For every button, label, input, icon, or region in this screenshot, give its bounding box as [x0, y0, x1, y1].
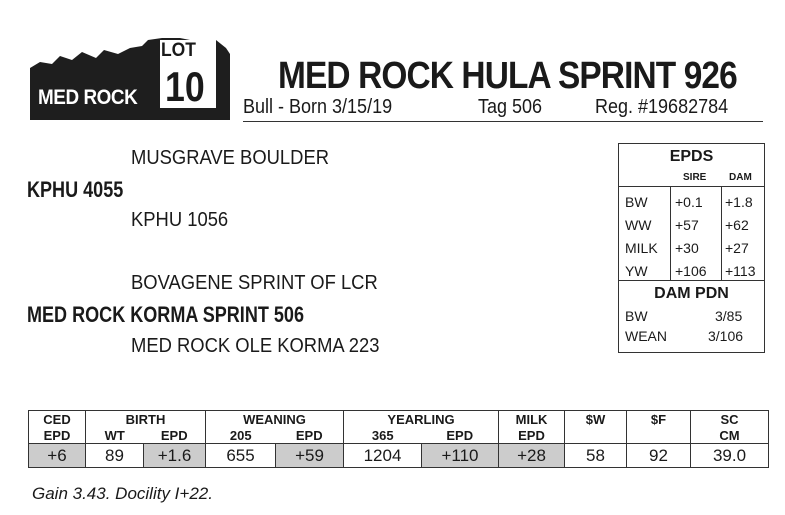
epd-row: [619, 217, 764, 239]
epd-divider: [619, 186, 764, 187]
lot-label: LOT: [161, 40, 196, 61]
epd-sire-value: +106: [675, 263, 707, 279]
dam-pdn-label: WEAN: [625, 328, 667, 344]
val-sw: 58: [565, 444, 627, 468]
epd-row: [619, 240, 764, 262]
sub-sf: [627, 427, 691, 444]
dam: MED ROCK KORMA SPRINT 506: [27, 302, 304, 327]
dam-pdn-title: DAM PDN: [654, 285, 729, 302]
epd-row: [619, 263, 764, 285]
col-sf: $F: [627, 411, 691, 428]
epd-box: [618, 143, 765, 353]
col-yearling: YEARLING: [344, 411, 499, 428]
dam-pdn-value: 3/85: [715, 308, 743, 324]
epd-dam-value: +1.8: [725, 194, 753, 210]
animal-name: MED ROCK HULA SPRINT 926: [278, 55, 737, 97]
val-year-365: 1204: [344, 444, 422, 468]
sub-year-epd: EPD: [422, 427, 499, 444]
col-sc: SC: [691, 411, 769, 428]
sex-birth-date: Bull - Born 3/15/19: [243, 96, 393, 118]
registration-number: Reg. #19682784: [595, 96, 729, 118]
sub-wean-205: 205: [206, 427, 276, 444]
performance-table: [28, 410, 768, 468]
sub-milk-epd: EPD: [499, 427, 565, 444]
sub-sw: [565, 427, 627, 444]
tag-number: Tag 506: [478, 96, 543, 118]
lot-number: 10: [165, 63, 205, 110]
col-birth: BIRTH: [86, 411, 206, 428]
val-birth-epd: +1.6: [144, 444, 206, 468]
val-wean-205: 655: [206, 444, 276, 468]
dam-pdn-row: [619, 308, 764, 330]
dam-pdn-row: [619, 328, 764, 350]
sub-wean-epd: EPD: [276, 427, 344, 444]
sub-birth-epd: EPD: [144, 427, 206, 444]
epd-col-sire: SIRE: [683, 172, 707, 183]
col-sw: $W: [565, 411, 627, 428]
sub-birth-wt: WT: [86, 427, 144, 444]
col-weaning: WEANING: [206, 411, 344, 428]
sire: KPHU 4055: [27, 177, 124, 202]
epd-col-dam: DAM: [729, 172, 752, 183]
epd-sire-value: +57: [675, 217, 699, 233]
val-sc: 39.0: [691, 444, 769, 468]
col-milk: MILK: [499, 411, 565, 428]
epd-sire-value: +30: [675, 240, 699, 256]
sire-sire: MUSGRAVE BOULDER: [131, 147, 330, 169]
epd-label: WW: [625, 217, 652, 233]
dam-pdn-value: 3/106: [708, 328, 744, 344]
val-milk-epd: +28: [499, 444, 565, 468]
epds-title: EPDS: [669, 148, 714, 165]
epd-label: BW: [625, 194, 648, 210]
dam-dam: MED ROCK OLE KORMA 223: [131, 335, 380, 357]
epd-dam-value: +113: [725, 263, 756, 279]
footnote: Gain 3.43. Docility I+22.: [32, 484, 213, 503]
val-sf: 92: [627, 444, 691, 468]
epd-dam-value: +27: [725, 240, 749, 256]
epd-row: [619, 194, 764, 216]
val-ced-epd: +6: [29, 444, 86, 468]
val-birth-wt: 89: [86, 444, 144, 468]
val-year-epd: +110: [422, 444, 499, 468]
sub-year-365: 365: [344, 427, 422, 444]
col-ced: CED: [29, 411, 86, 428]
epd-label: MILK: [625, 240, 658, 256]
sub-ced-epd: EPD: [29, 427, 86, 444]
epd-sire-value: +0.1: [675, 194, 703, 210]
animal-info-line: [243, 96, 763, 122]
sub-sc-cm: CM: [691, 427, 769, 444]
epd-divider: [619, 280, 764, 281]
epd-dam-value: +62: [725, 217, 749, 233]
val-wean-epd: +59: [276, 444, 344, 468]
epd-label: YW: [625, 263, 648, 279]
logo-brand-text: MED ROCK: [38, 86, 138, 109]
dam-sire: BOVAGENE SPRINT OF LCR: [131, 272, 378, 294]
sire-dam: KPHU 1056: [131, 209, 229, 231]
dam-pdn-label: BW: [625, 308, 648, 324]
